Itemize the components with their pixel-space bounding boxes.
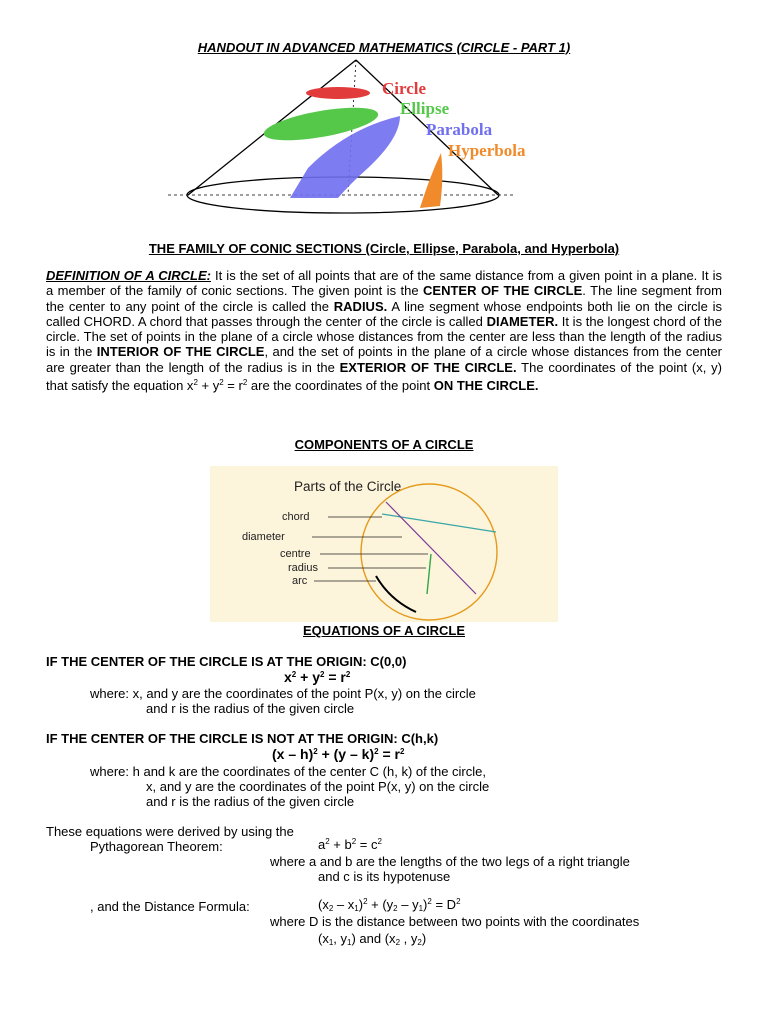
derivation-intro: These equations were derived by using the — [46, 824, 294, 839]
subscript: 2 — [395, 938, 401, 947]
exponent: 2 — [374, 747, 379, 756]
pythagorean-label: Pythagorean Theorem: — [90, 839, 223, 854]
origin-where-2: and r is the radius of the given circle — [146, 701, 355, 716]
exponent: 2 — [345, 670, 351, 679]
not-origin-equation — [272, 746, 404, 762]
definition-text: It is the set of all points that are of the same distance from a given point in a plane. It is a member of the family of conic sections. The given point is the — [46, 268, 722, 299]
radius-line — [427, 554, 431, 594]
distance-where-1: where D is the distance between two points with the coordinates — [270, 914, 640, 929]
term-radius: RADIUS. — [333, 298, 388, 314]
equation-part: + y — [296, 669, 320, 685]
exponent: 2 — [325, 837, 330, 846]
origin-heading: IF THE CENTER OF THE CIRCLE IS AT THE ORIGIN: C(0,0) — [46, 654, 407, 669]
exponent: 2 — [377, 837, 382, 846]
exponent: 2 — [193, 378, 198, 388]
equation-part: (x – h) — [272, 746, 314, 762]
definition-text: are the coordinates of the point — [247, 378, 434, 394]
label-radius: radius — [288, 562, 318, 574]
ellipse-label: Ellipse — [400, 99, 450, 118]
equation-part: + b — [329, 837, 352, 852]
term-interior: INTERIOR OF THE CIRCLE — [96, 344, 265, 360]
definition-text: A line segment whose endpoints both lie on the circle is called CHORD. A chord that passes through the center of the circle is called — [46, 298, 722, 329]
distance-label: , and the Distance Formula: — [90, 899, 250, 914]
chord-line — [382, 514, 496, 532]
exponent: 2 — [399, 747, 405, 756]
arc-highlight — [376, 576, 416, 612]
parts-diagram — [210, 466, 558, 622]
diameter-line — [386, 502, 476, 594]
subscript: 2 — [417, 938, 422, 947]
subscript: 2 — [328, 904, 334, 913]
label-chord: chord — [282, 511, 310, 523]
definition-text: + y — [197, 378, 220, 394]
parabola-label: Parabola — [426, 120, 493, 139]
definition-text: , and the set of points in the plane of a circle whose distances from the center are greater than the length of the radius is in the — [46, 344, 722, 375]
circle-label: Circle — [382, 79, 427, 98]
hyperbola-label: Hyperbola — [448, 141, 526, 160]
definition-label: DEFINITION OF A CIRCLE: — [46, 268, 211, 283]
circle-section — [306, 87, 370, 99]
hyperbola-section — [420, 153, 442, 208]
equations-heading: EQUATIONS OF A CIRCLE — [302, 623, 466, 638]
exponent: 2 — [219, 378, 224, 388]
equation-part: a — [318, 837, 326, 852]
parts-circle — [361, 484, 497, 620]
equation-part: x — [284, 669, 292, 685]
equation-part: = c — [356, 837, 378, 852]
not-origin-heading: IF THE CENTER OF THE CIRCLE IS NOT AT THE ORIGIN: C(h,k) — [46, 731, 439, 746]
page-title: HANDOUT IN ADVANCED MATHEMATICS (CIRCLE - PART 1) — [197, 40, 571, 55]
subscript: 1 — [328, 938, 334, 947]
pythagorean-where-1: where a and b are the lengths of the two legs of a right triangle — [270, 854, 630, 869]
definition-text: The coordinates of the point (x, y) that satisfy the equation x — [46, 359, 723, 394]
exponent: 2 — [427, 897, 432, 906]
definition-text: = r — [223, 378, 243, 394]
subscript: 2 — [393, 904, 398, 913]
parts-of-circle-figure — [210, 466, 558, 622]
equation-part: = r — [324, 669, 346, 685]
cone-caption: THE FAMILY OF CONIC SECTIONS (Circle, Ellipse, Parabola, and Hyperbola) — [148, 241, 620, 256]
exponent: 2 — [320, 670, 325, 679]
exponent: 2 — [313, 747, 318, 756]
definition-text: It is the longest chord of the circle. The set of points in the plane of a circle whose distances from the center are less than the length of the radius is in the — [46, 313, 722, 360]
term-exterior: EXTERIOR OF THE CIRCLE. — [339, 359, 517, 375]
exponent: 2 — [291, 670, 297, 679]
distance-equation: $(x_2 - x_1)^2 + (y_2 - y_1)^2 = D^2$ — [318, 897, 461, 913]
term-on-circle: ON THE CIRCLE. — [433, 378, 539, 394]
label-arc: arc — [292, 575, 308, 587]
label-centre: centre — [280, 548, 311, 560]
distance-points: ($x_1$, $y_1$) and ($x_2$ , $y_2$) — [318, 931, 427, 947]
exponent: 2 — [456, 897, 461, 906]
subscript: 1 — [354, 904, 359, 913]
subscript: 1 — [418, 904, 424, 913]
term-diameter: DIAMETER. — [486, 313, 559, 329]
origin-where-1: where: x, and y are the coordinates of the point P(x, y) on the circle — [90, 686, 476, 701]
not-origin-where-2: x, and y are the coordinates of the point P(x, y) on the circle — [146, 779, 490, 794]
conic-sections-figure — [168, 58, 628, 218]
components-heading: COMPONENTS OF A CIRCLE — [294, 437, 474, 452]
equation-part: = r — [378, 746, 400, 762]
parts-title: Parts of the Circle — [294, 479, 402, 494]
label-diameter: diameter — [242, 531, 285, 543]
exponent: 2 — [363, 897, 368, 906]
term-center: CENTER OF THE CIRCLE — [423, 283, 583, 299]
pythagorean-where-2: and c is its hypotenuse — [318, 869, 451, 884]
equation-part: + (y – k) — [317, 746, 375, 762]
origin-equation — [284, 669, 350, 685]
not-origin-where-1: where: h and k are the coordinates of the center C (h, k) of the circle, — [90, 764, 486, 779]
definition-text: . The line segment from the center to any point of the circle is called the — [46, 283, 722, 314]
subscript: 1 — [347, 938, 352, 947]
exponent: 2 — [242, 378, 248, 388]
circle-definition — [46, 268, 722, 393]
pythagorean-equation — [318, 837, 382, 852]
not-origin-where-3: and r is the radius of the given circle — [146, 794, 355, 809]
exponent: 2 — [351, 837, 357, 846]
